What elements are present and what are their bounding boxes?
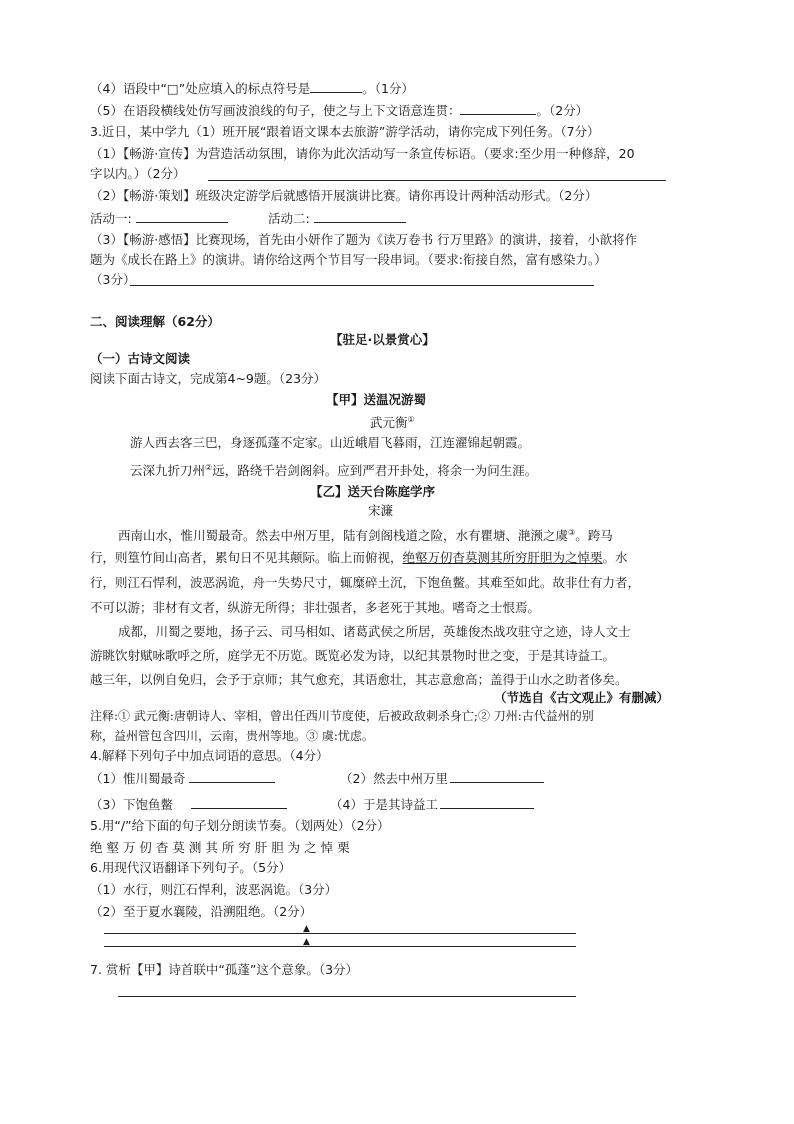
poem-line-1: 游人西去客三巴，身逐孤蓬不定家。山近峨眉飞暮雨，江连濯锦起朝霞。: [130, 435, 531, 450]
question-4: [90, 80, 414, 97]
answer-blank[interactable]: [450, 770, 544, 783]
q4-item-1-text: （1）惟川蜀最奇: [90, 771, 186, 786]
question-7: 7. 赏析【甲】诗首联中“孤蓬”这个意象。（3分）: [90, 962, 359, 977]
question-3-1-line1: （1）【畅游·宣传】为营造活动氛围，请你为此次活动写一条宣传标语。（要求:至少用一种修辞，20: [90, 146, 635, 161]
poem-author-name: 武元衡: [370, 415, 408, 431]
section-banner: 【驻足·以景赏心】: [330, 332, 435, 347]
q4-item-2: [340, 770, 544, 787]
footnote-marker: ③: [568, 528, 576, 537]
answer-blank[interactable]: [314, 210, 406, 223]
prose-line-1: [118, 525, 613, 544]
q6-item-1: （1）水行，则江石悍利，波恶涡诡。（3分）: [90, 882, 338, 897]
footnote-marker: ②: [205, 463, 213, 472]
question-5-text: （5）在语段横线处仿写画波浪线的句子，使之与上下文语意连贯：: [90, 103, 461, 118]
poem-author: [370, 412, 415, 431]
answer-blank[interactable]: [440, 796, 534, 809]
question-3-1-line2: 字以内。）（2分）: [90, 166, 186, 181]
section-heading: 二、阅读理解（62分）: [90, 314, 220, 329]
prose-line-7: 越三年，以例自免归，会予于京师；其气愈充，其语愈壮，其志意愈高；盖得于山水之助者侈矣。: [90, 672, 628, 687]
question-3-3-line2: 题为《成长在路上》的演讲。请你给这两个节目写一段串词。（要求:衔接自然，富有感染力。）: [90, 252, 607, 267]
question-3-2: （2）【畅游·策划】班级决定游学后就感悟开展演讲比赛。请你再设计两种活动形式。（2分）: [90, 188, 598, 203]
answer-blank[interactable]: [310, 80, 362, 93]
q4-item-1: [90, 770, 275, 787]
prose-line-4: 不可以游；非材有文者，纵游无所得；非壮强者，多老死于其地。嗜奇之士恨焉。: [90, 600, 541, 615]
answer-line[interactable]: [104, 946, 576, 947]
footnote-marker: ①: [407, 415, 415, 424]
q4-item-4-text: （4）于是其诗益工: [330, 797, 438, 812]
question-5-score: 。（2分）: [536, 103, 589, 118]
prose-line-1-a: 西南山水，惟川蜀最奇。然去中州万里，陆有剑阁栈道之险，水有瞿塘、滟滪之虞: [118, 528, 569, 544]
triangle-marker-icon: ▲: [303, 924, 310, 934]
annotation-line-1: 注释:① 武元衡:唐朝诗人、宰相，曾出任西川节度使，后被政敌刺杀身亡;② 刀州:古代益州的别: [90, 709, 594, 723]
q4-item-2-text: （2）然去中州万里: [340, 771, 448, 786]
answer-line[interactable]: [118, 996, 576, 997]
question-3-title: 3.近日，某中学九（1）班开展“跟着语文课本去旅游”游学活动，请你完成下列任务。（7分）: [90, 124, 600, 139]
prose-title: 【乙】送天台陈庭学序: [310, 484, 436, 499]
prose-line-2-b: 。水: [602, 550, 628, 565]
q4-item-3-text: （3）下饱鱼鳖: [90, 797, 173, 812]
prose-line-3: 行，则江石悍利，波恶涡诡，舟一失势尺寸，辄糜碎土沉，下饱鱼鳖。其难至如此。故非仕有力者，: [90, 575, 641, 590]
prose-line-6: 游眺饮射赋咏歌呼之所，庭学无不历览。既览必发为诗，以纪其景物时世之变，于是其诗益工。: [90, 648, 616, 663]
q4-item-4: [330, 796, 534, 813]
answer-line[interactable]: [130, 285, 594, 286]
question-4-read: 4.解释下列句子中加点词语的意思。（4分）: [90, 748, 329, 763]
prose-author: 宋濂: [368, 503, 394, 518]
annotation-line-2: 称，益州管包含四川，云南，贵州等地。③ 虞:忧虑。: [90, 729, 374, 743]
question-4-score: 。（1分）: [362, 81, 414, 96]
underlined-sentence: 绝壑万仞杳莫测其所穷肝胆为之悼栗: [402, 550, 603, 565]
question-5-read: 5.用“/”给下面的句子划分朗读节奏。（划两处）（2分）: [90, 818, 390, 833]
answer-blank[interactable]: [136, 210, 228, 223]
question-3-3-score: （3分）: [90, 272, 136, 287]
prose-line-5: 成都，川蜀之要地，扬子云、司马相如、诸葛武侯之所居，英雄俊杰战攻驻守之迹，诗人文士: [118, 624, 631, 639]
subsection-heading: （一）古诗文阅读: [90, 351, 191, 366]
poem-line-2-a: 云深九折刀州: [130, 463, 206, 479]
q6-item-2: （2）至于夏水襄陵，沿溯阻绝。（2分）: [90, 904, 313, 919]
activity-one: [90, 210, 228, 227]
answer-blank[interactable]: [460, 102, 536, 115]
question-4-text: （4）语段中“□”处应填入的标点符号是: [90, 81, 311, 96]
instructions: 阅读下面古诗文，完成第4~9题。（23分）: [90, 371, 327, 386]
answer-blank[interactable]: [189, 770, 275, 783]
poem-title: 【甲】送温况游蜀: [326, 392, 427, 407]
prose-line-1-b: 。跨马: [575, 528, 613, 544]
activity-two-label: 活动二:: [268, 211, 310, 226]
poem-line-2: [130, 460, 537, 479]
activity-one-label: 活动一:: [90, 211, 132, 226]
prose-line-2: [90, 550, 628, 566]
answer-blank[interactable]: [191, 796, 287, 809]
answer-line[interactable]: [208, 180, 666, 181]
triangle-marker-icon: ▲: [303, 937, 310, 947]
prose-line-2-a: 行，则篁竹间山高者，累旬日不见其颠际。临上而俯视，: [90, 550, 403, 565]
answer-line[interactable]: [104, 933, 576, 934]
question-5: [90, 102, 588, 119]
q4-item-3: [90, 796, 287, 813]
poem-line-2-b: 远，路绕千岩剑阁斜。应到严君开卦处，将余一为问生涯。: [212, 463, 538, 479]
question-6: 6.用现代汉语翻译下列句子。（5分）: [90, 860, 292, 875]
rhythm-sentence[interactable]: 绝 壑 万 仞 杳 莫 测 其 所 穷 肝 胆 为 之 悼 栗: [90, 840, 350, 855]
question-3-3-line1: （3）【畅游·感悟】比赛现场，首先由小妍作了题为《读万卷书 行万里路》的演讲，接着，小歆将作: [90, 232, 638, 247]
prose-source: （节选自《古文观止》有删减）: [494, 690, 670, 705]
activity-two: [268, 210, 406, 227]
